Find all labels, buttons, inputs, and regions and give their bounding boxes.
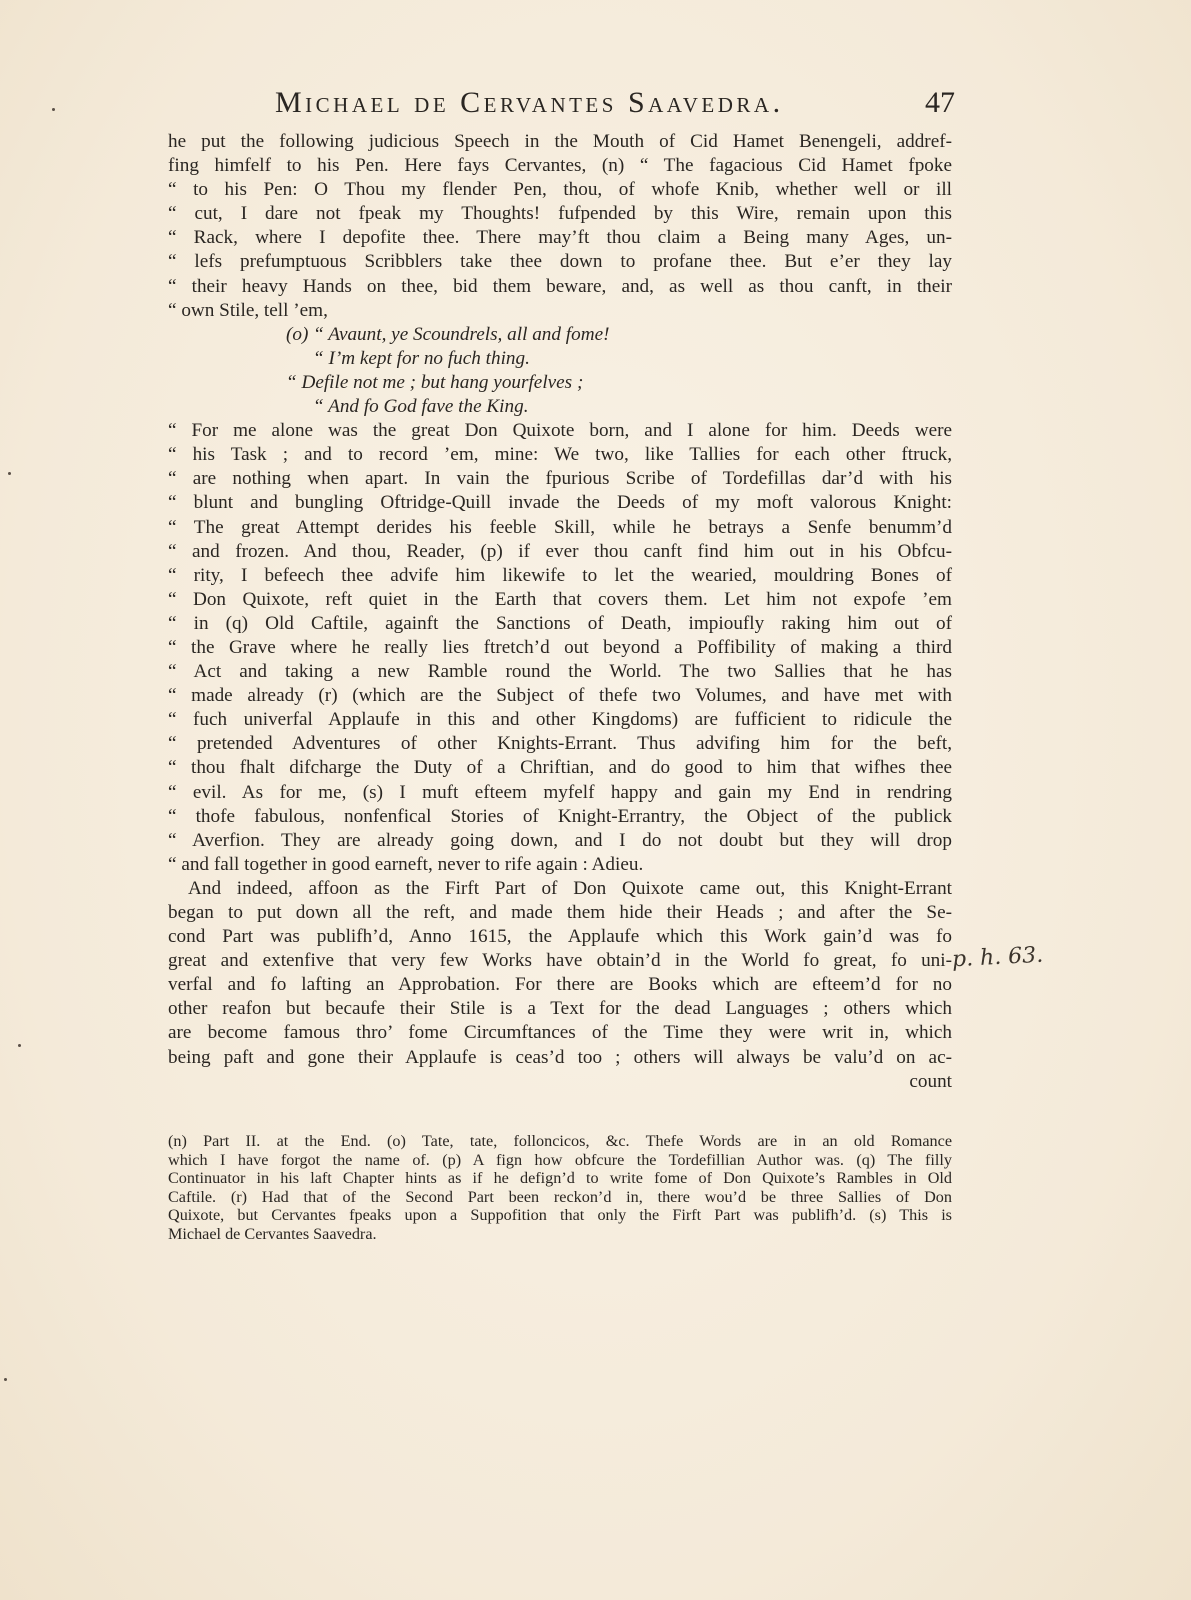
- verse-line: “ I’m kept for no fuch thing.: [313, 347, 530, 369]
- footnote-line: Continuator in his laft Chapter hints as if he defign’d to write fome of Don Quixote’s Rambles in Old: [168, 1169, 952, 1187]
- text-line: “ lefs prefumptuous Scribblers take thee down to profane thee. But e’er they lay: [168, 251, 952, 273]
- text-line: “ own Stile, tell ’em,: [168, 299, 328, 321]
- text-line: “ are nothing when apart. In vain the fpurious Scribe of Tordefillas dar’d with his: [168, 468, 952, 490]
- page-header: [275, 86, 955, 130]
- text-line: “ their heavy Hands on thee, bid them beware, and, as well as thou canft, in their: [168, 275, 952, 297]
- text-line: “ cut, I dare not fpeak my Thoughts! fufpended by this Wire, remain upon this: [168, 203, 952, 225]
- paper-speck: [52, 108, 55, 111]
- text-line: “ and frozen. And thou, Reader, (p) if ever thou canft find him out in his Obfcu-: [168, 540, 952, 562]
- text-line: “ fuch univerfal Applaufe in this and other Kingdoms) are fufficient to ridicule the: [168, 709, 952, 731]
- main-text: [168, 130, 952, 1094]
- paper-speck: [18, 1044, 21, 1047]
- text-line: “ thofe fabulous, nonfenfical Stories of Knight-Errantry, the Object of the publick: [168, 805, 952, 827]
- verse-line: “ And fo God fave the King.: [313, 396, 529, 418]
- footnote-line: Caftile. (r) Had that of the Second Part been reckon’d in, there wou’d be three Sallies of Don: [168, 1187, 952, 1206]
- catchword: count: [909, 1070, 952, 1092]
- verse-line: (o) “ Avaunt, ye Scoundrels, all and fome!: [286, 323, 610, 345]
- text-line: “ Don Quixote, reft quiet in the Earth that covers them. Let him not expofe ’em: [168, 588, 952, 610]
- footnote-line: (n) Part II. at the End. (o) Tate, tate, folloncicos, &c. Thefe Words are in an old Romance: [168, 1132, 952, 1150]
- text-line: “ evil. As for me, (s) I muft efteem myfelf happy and gain my End in rendring: [168, 781, 952, 803]
- paper-speck: [8, 472, 11, 475]
- handwritten-margin-note: p. h. 63.: [951, 942, 1044, 973]
- text-line: began to put down all the reft, and made them hide their Heads ; and after the Se-: [168, 902, 952, 923]
- text-line: “ his Task ; and to record ’em, mine: We two, like Tallies for each other ftruck,: [168, 444, 952, 466]
- text-line: are become famous thro’ fome Circumftances of the Time they were writ in, which: [168, 1022, 952, 1044]
- text-line: “ and fall together in good earneft, never to rife again : Adieu.: [168, 853, 644, 875]
- text-line: he put the following judicious Speech in the Mouth of Cid Hamet Benengeli, addref-: [168, 131, 952, 152]
- text-line: other reafon but becaufe their Stile is a Text for the dead Languages ; others which: [168, 998, 952, 1020]
- text-line: “ Act and taking a new Ramble round the World. The two Sallies that he has: [168, 661, 952, 683]
- text-line: “ pretended Adventures of other Knights-Errant. Thus advifing him for the beft,: [168, 733, 952, 755]
- text-line: “ The great Attempt derides his feeble Skill, while he betrays a Senfe benumm’d: [168, 516, 952, 538]
- running-title: Michael de Cervantes Saavedra.: [275, 86, 784, 119]
- text-line: verfal and fo lafting an Approbation. For there are Books which are efteem’d for no: [168, 974, 952, 996]
- text-line: And indeed, affoon as the Firft Part of Don Quixote came out, this Knight-Errant: [188, 877, 952, 899]
- text-line: “ Averfion. They are already going down, and I do not doubt but they will drop: [168, 829, 952, 851]
- text-line: “ thou fhalt difcharge the Duty of a Chriftian, and do good to him that wifhes thee: [168, 757, 952, 779]
- footnote-line: which I have forgot the name of. (p) A fign how obfcure the Tordefillian Author was. (q) The filly: [168, 1150, 952, 1169]
- text-line: “ For me alone was the great Don Quixote born, and I alone for him. Deeds were: [168, 420, 952, 442]
- text-line: “ made already (r) (which are the Subject of thefe two Volumes, and have met with: [168, 685, 952, 707]
- verse-line: “ Defile not me ; but hang yourfelves ;: [286, 371, 584, 393]
- text-line: “ rity, I befeech thee advife him likewife to let the wearied, mouldring Bones of: [168, 564, 952, 586]
- text-line: “ Rack, where I depofite thee. There may’ft thou claim a Being many Ages, un-: [168, 227, 952, 249]
- text-line: “ to his Pen: O Thou my flender Pen, thou, of whofe Knib, whether well or ill: [168, 179, 952, 201]
- text-line: cond Part was publifh’d, Anno 1615, the Applaufe which this Work gain’d was fo: [168, 926, 952, 948]
- text-line: being paft and gone their Applaufe is ceas’d too ; others will always be valu’d on ac-: [168, 1046, 952, 1068]
- page-number: 47: [925, 86, 955, 119]
- footnote-line: Quixote, but Cervantes fpeaks upon a Suppofition that only the Firft Part was publifh’d. (s) This is: [168, 1206, 952, 1224]
- text-line: “ in (q) Old Caftile, againft the Sanctions of Death, impioufly raking him out of: [168, 612, 952, 634]
- text-line: fing himfelf to his Pen. Here fays Cervantes, (n) “ The fagacious Cid Hamet fpoke: [168, 155, 952, 177]
- text-line: great and extenfive that very few Works have obtain’d in the World fo great, fo uni-: [168, 950, 952, 972]
- text-line: “ blunt and bungling Oftridge-Quill invade the Deeds of my moft valorous Knight:: [168, 492, 952, 514]
- footnotes: [168, 1132, 952, 1243]
- footnote-line: Michael de Cervantes Saavedra.: [168, 1224, 377, 1243]
- paper-speck: [4, 1378, 7, 1381]
- text-line: “ the Grave where he really lies ftretch’d out beyond a Poffibility of making a third: [168, 636, 952, 658]
